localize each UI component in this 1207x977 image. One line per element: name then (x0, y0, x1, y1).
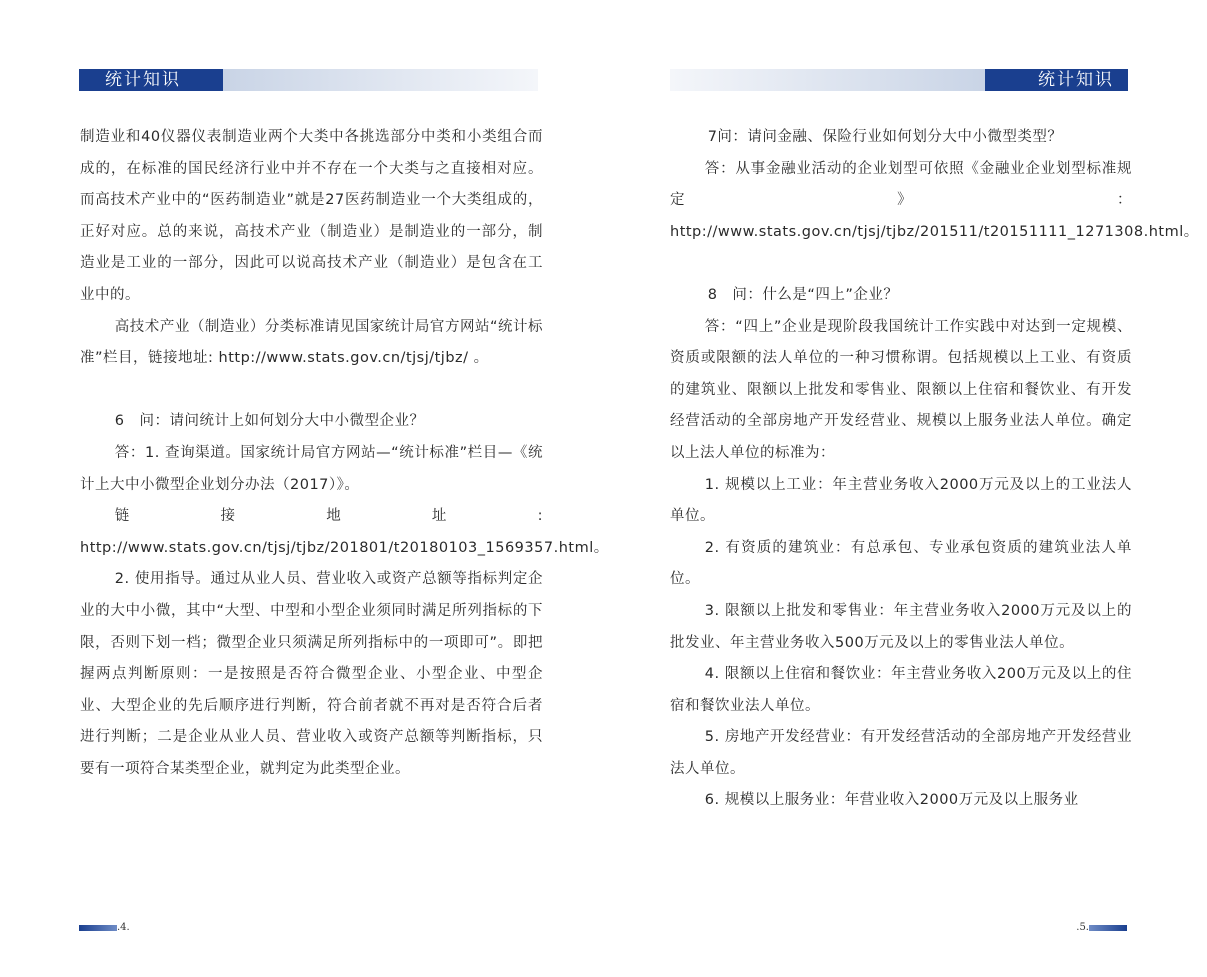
list-item: 3. 限额以上批发和零售业：年主营业务收入2000万元及以上的批发业、年主营业务收入500万元及以上的零售业法人单位。 (670, 602, 1132, 651)
list-item: 5. 房地产开发经营业：有开发经营活动的全部房地产开发经营业法人单位。 (670, 729, 1132, 777)
paragraph: 答：“四上”企业是现阶段我国统计工作实践中对达到一定规模、资质或限额的法人单位的一种习惯称谓。包括规模以上工业、有资质的建筑业、限额以上批发和零售业、限额以上住宿和餐饮业、有开发经营活动的全部房地产开发经营业、规模以上服务业法人单位。确定以上法人单位的标准为： (670, 318, 1132, 461)
page-footer (79, 917, 130, 933)
paragraph: 高技术产业（制造业）分类标准请见国家统计局官方网站“统计标准”栏目，链接地址: http://www.stats.gov.cn/tjsj/tjbz/ 。 (80, 318, 543, 367)
list-item: 1. 规模以上工业：年主营业务收入2000万元及以上的工业法人单位。 (670, 476, 1132, 525)
footer-bar (79, 925, 117, 931)
section-header-bar (79, 69, 538, 91)
paragraph: 答：从事金融业活动的企业划型可依照《金融业企业划型标准规定》：http://www.stats.gov.cn/tjsj/tjbz/201511/t20151111_1271308.html。 (670, 160, 1199, 240)
page-number: .4. (117, 922, 130, 933)
question-heading: 6 问：请问统计上如何划分大中小微型企业？ (114, 413, 425, 430)
paragraph: 答：1. 查询渠道。国家统计局官方网站—“统计标准”栏目—《统计上大中小微型企业划分办法（2017）》。 (80, 444, 543, 493)
section-title: 统计知识 (105, 70, 181, 90)
footer-bar (1089, 925, 1127, 931)
body-text (80, 122, 609, 785)
paragraph: 2. 使用指导。通过从业人员、营业收入或资产总额等指标判定企业的大中小微，其中“大型、中型和小型企业须同时满足所列指标的下限，否则下划一档；微型企业只须满足所列指标中的一项即可”。即把握两点判断原则：一是按照是否符合微型企业、小型企业、中型企业、大型企业的先后顺序进行判断，符合前者就不再对是否符合后者进行判断；二是企业从业人员、营业收入或资产总额等判断指标，只要有一项符合某类型企业，就判定为此类型企业。 (80, 571, 543, 777)
list-item: 4. 限额以上住宿和餐饮业：年主营业务收入200万元及以上的住宿和餐饮业法人单位。 (670, 666, 1132, 714)
page-number: .5. (1076, 922, 1089, 933)
section-title: 统计知识 (1038, 70, 1114, 90)
question-heading: 8 问：什么是“四上”企业？ (707, 286, 899, 303)
page-footer (1076, 917, 1127, 933)
link-paragraph: 链接地址: http://www.stats.gov.cn/tjsj/tjbz/201801/t20180103_1569357.html。 (80, 508, 609, 556)
list-item: 2. 有资质的建筑业：有总承包、专业承包资质的建筑业法人单位。 (670, 539, 1132, 588)
section-header-bar (670, 69, 1128, 91)
list-item: 6. 规模以上服务业：年营业收入2000万元及以上服务业 (704, 792, 1079, 809)
question-heading: 7问：请问金融、保险行业如何划分大中小微型类型？ (707, 129, 1063, 145)
right-page (603, 0, 1207, 977)
body-text (670, 122, 1199, 817)
paragraph: 制造业和40仪器仪表制造业两个大类中各挑选部分中类和小类组合而成的，在标准的国民经济行业中并不存在一个大类与之直接相对应。而高技术产业中的“医药制造业”就是27医药制造业一个大类组成的，正好对应。总的来说，高技术产业（制造业）是制造业的一部分，制造业是工业的一部分，因此可以说高技术产业（制造业）是包含在工业中的。 (80, 129, 543, 303)
